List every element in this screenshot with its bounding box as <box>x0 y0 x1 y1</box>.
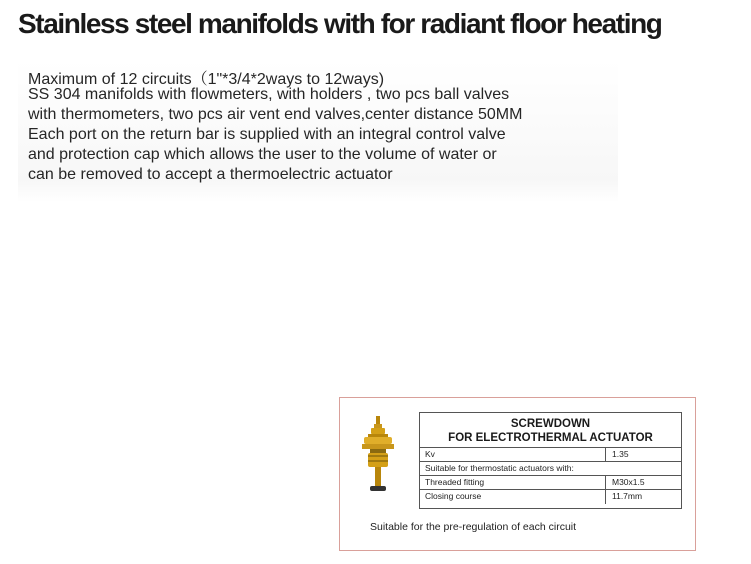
spec-row <box>420 462 681 476</box>
spec-table-header <box>420 413 681 448</box>
spec-value: 1.35 <box>605 448 683 462</box>
spec-table <box>419 412 682 509</box>
spec-note: Suitable for the pre-regulation of each circuit <box>370 521 577 533</box>
description-line: with thermometers, two pcs air vent end valves,center distance 50MM <box>28 106 523 123</box>
spec-row <box>420 448 681 462</box>
description-line: can be removed to accept a thermoelectric actuator <box>28 166 393 183</box>
description-block <box>18 60 618 202</box>
description-line: Maximum of 12 circuits（1"*3/4*2ways to 12ways) <box>28 71 385 88</box>
spec-label: Kv <box>425 449 435 459</box>
spec-header-line: FOR ELECTROTHERMAL ACTUATOR <box>448 432 653 444</box>
valve-spec-card <box>339 397 696 551</box>
description-line: Each port on the return bar is supplied with an integral control valve <box>28 126 506 143</box>
description-line: and protection cap which allows the user to the volume of water or <box>28 146 497 163</box>
page-title: Stainless steel manifolds with for radiant floor heating <box>18 8 662 39</box>
spec-row <box>420 490 681 504</box>
spec-label: Closing course <box>425 491 482 501</box>
spec-value: 11.7mm <box>605 490 683 504</box>
spec-label: Suitable for thermostatic actuators with: <box>425 463 574 473</box>
spec-value: M30x1.5 <box>605 476 683 490</box>
valve-insert-icon <box>358 416 398 498</box>
spec-label: Threaded fitting <box>425 477 485 487</box>
spec-header-line: SCREWDOWN <box>510 418 591 430</box>
spec-row <box>420 476 681 490</box>
description-line: SS 304 manifolds with flowmeters, with holders , two pcs ball valves <box>28 86 510 103</box>
